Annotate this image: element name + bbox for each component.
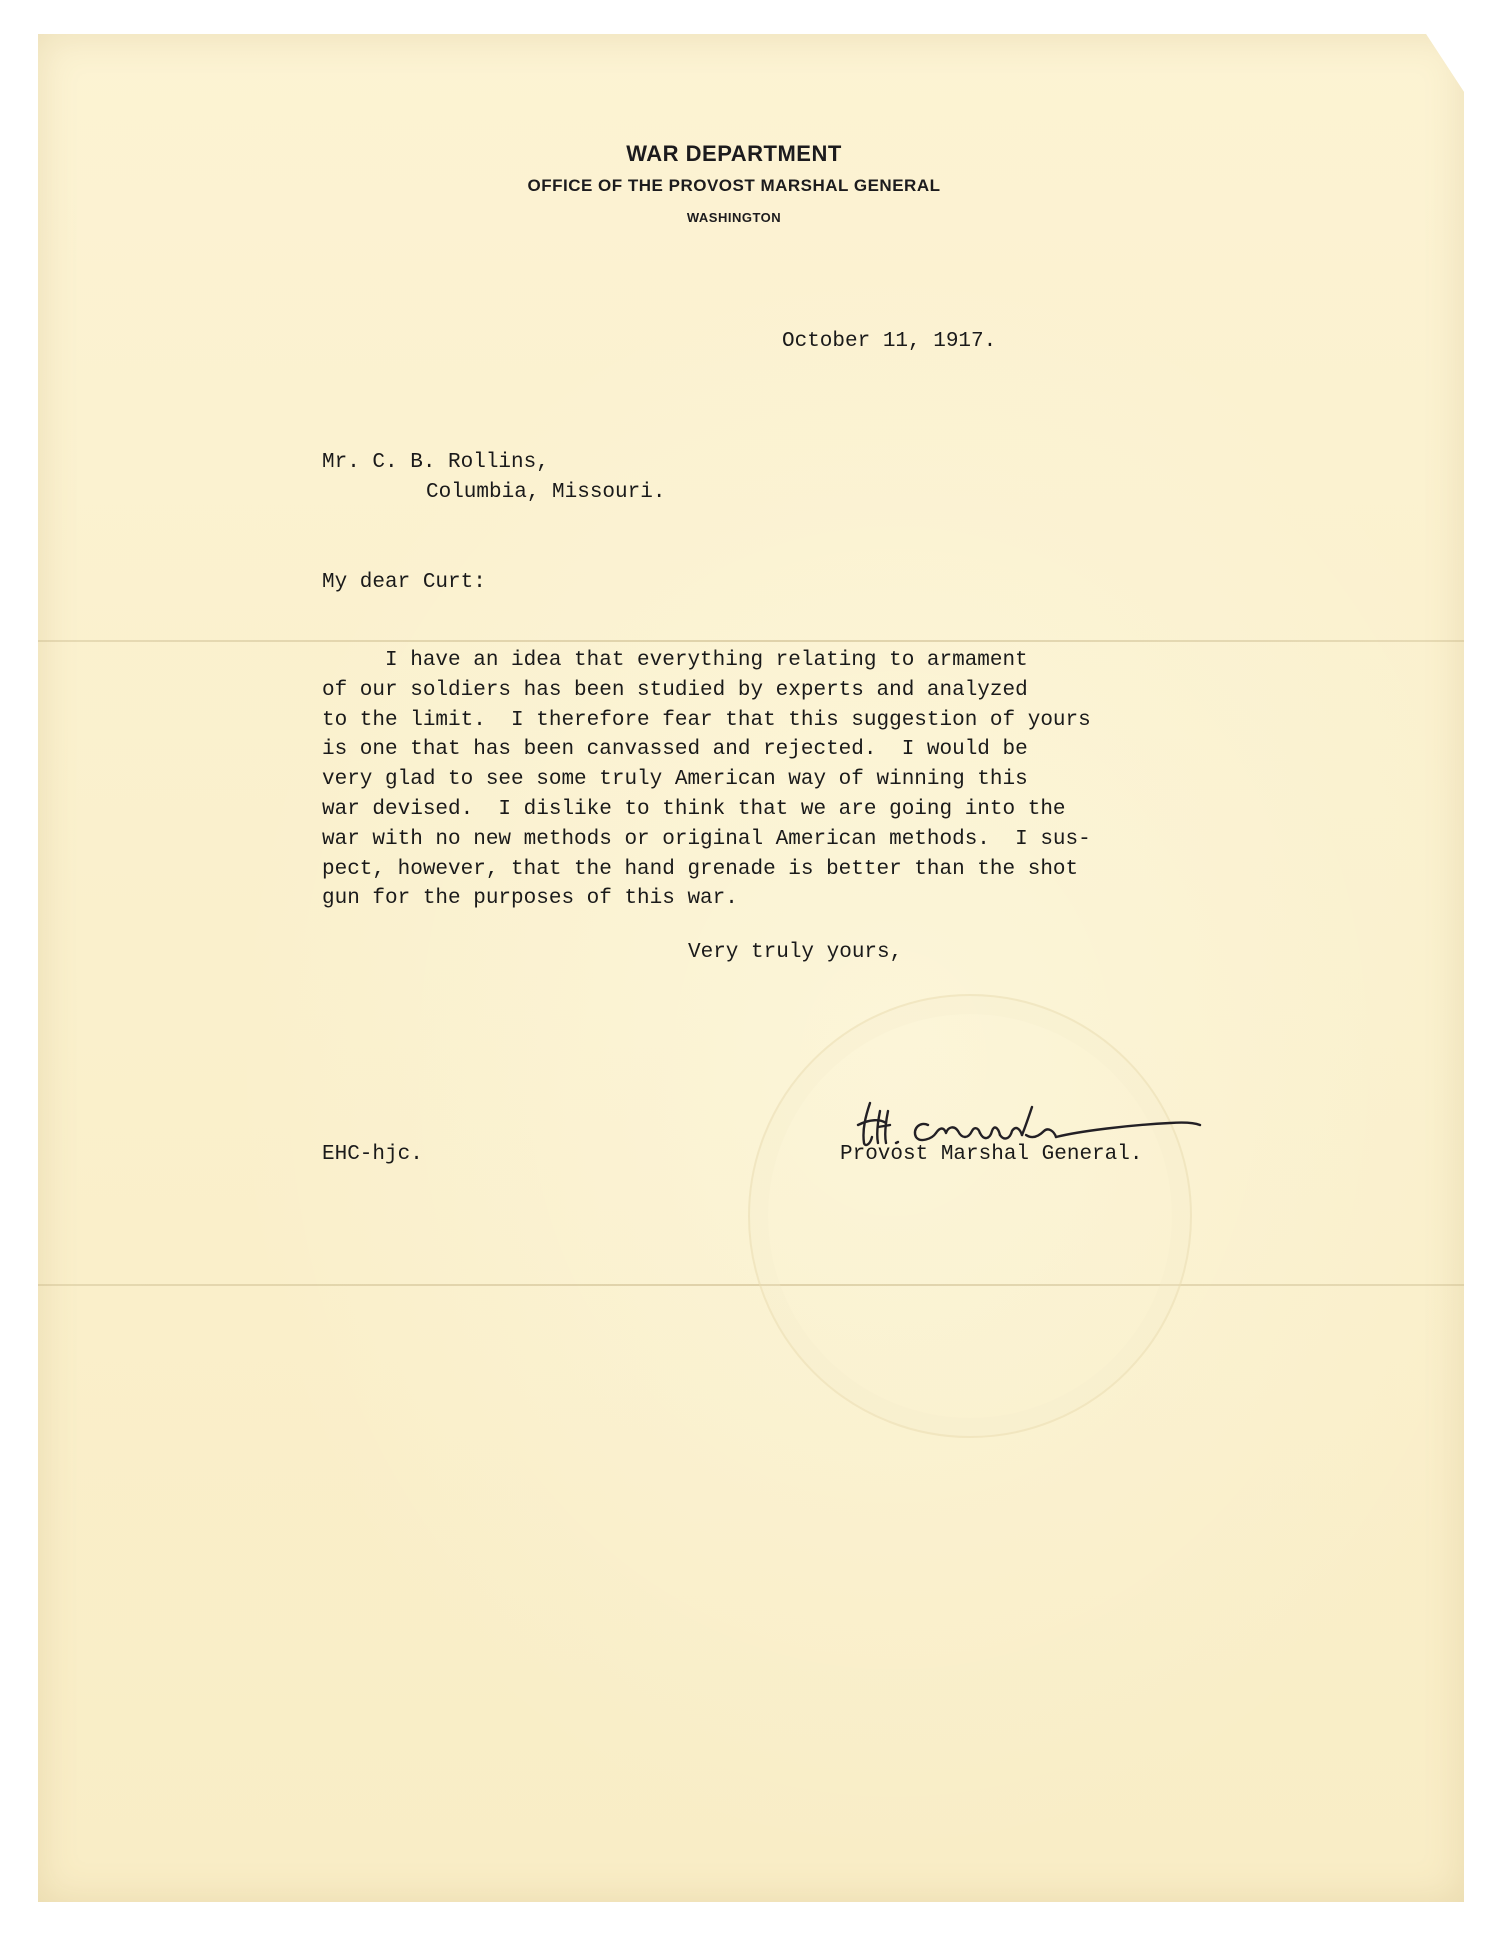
letterhead-department: WAR DEPARTMENT <box>626 141 842 166</box>
body-line: pect, however, that the hand grenade is better than the shot <box>322 857 1079 881</box>
body-line: very glad to see some truly American way of winning this <box>322 768 1028 792</box>
body-line: is one that has been canvassed and rejected. I would be <box>322 738 1028 762</box>
salutation: My dear Curt: <box>322 571 486 594</box>
letter-body <box>322 646 1091 914</box>
letter-paper <box>38 34 1464 1902</box>
body-line: gun for the purposes of this war. <box>322 887 738 911</box>
fold-crease <box>38 640 1464 642</box>
letterhead-city: WASHINGTON <box>686 210 782 225</box>
body-line: I have an idea that everything relating to armament <box>322 649 1028 672</box>
reference-initials: EHC-hjc. <box>322 1143 423 1166</box>
recipient-location: Columbia, Missouri. <box>426 481 666 504</box>
recipient-name: Mr. C. B. Rollins, <box>322 451 549 474</box>
body-line: of our soldiers has been studied by experts and analyzed <box>322 678 1028 702</box>
letter-date: October 11, 1917. <box>782 330 997 353</box>
body-line: to the limit. I therefore fear that this suggestion of yours <box>322 708 1091 732</box>
letterhead-office: OFFICE OF THE PROVOST MARSHAL GENERAL <box>527 176 941 195</box>
body-line: war with no new methods or original American methods. I sus- <box>322 827 1091 851</box>
embossed-seal <box>748 994 1192 1438</box>
body-line: war devised. I dislike to think that we are going into the <box>322 797 1066 821</box>
closing: Very truly yours, <box>688 941 903 964</box>
signer-title: Provost Marshal General. <box>840 1143 1143 1166</box>
fold-crease <box>38 1284 1464 1286</box>
